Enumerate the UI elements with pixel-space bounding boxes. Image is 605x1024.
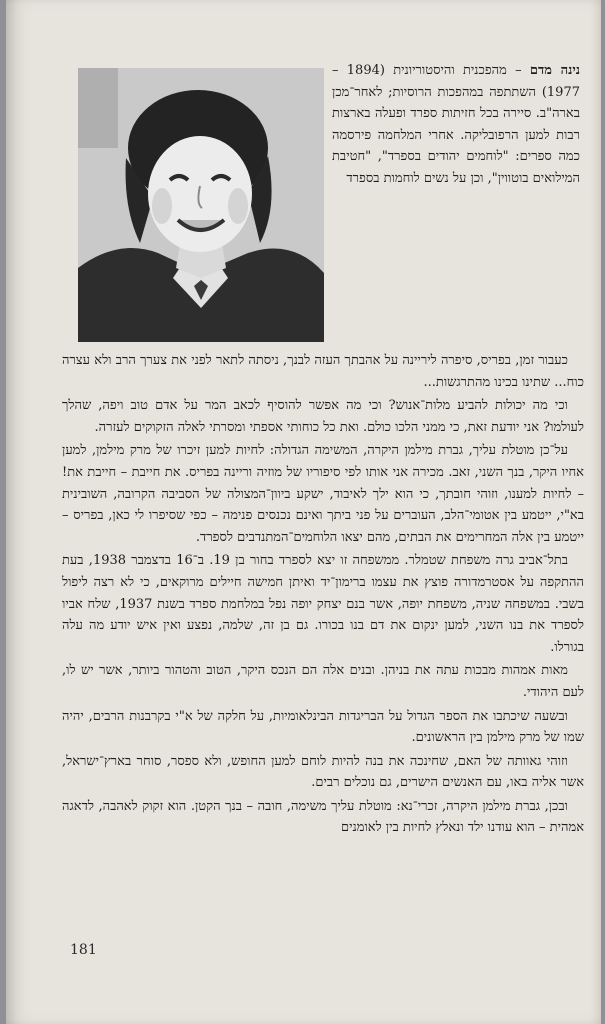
paragraph: בתל־אביב גרה משפחת שטמלר. ממשפחה זו יצא לספרד בחור בן 19. ב־16 בדצמבר 1938, בעת ההתקפה על אסטרמדורה פוצץ את עצמו ברימון־יד ואיתן חמישה חיילים מרוקאים, כי לא רצה ליפול בשבי. במשפחה שניה, משפחת יופה, אשר בנם יצחק יופה נפל במלחמת ספרד בשנת 1937, שלח אביו לספרד את בנו השני, למען ינקום את דם בנו בכורו. גם בן זה, שלמה, נפצע ואין איש יודע מה עלה בגורלו. bbox=[62, 553, 584, 655]
book-page bbox=[6, 0, 601, 1024]
portrait-photo bbox=[78, 68, 324, 342]
page-number: 181 bbox=[70, 942, 97, 958]
paragraph: ובשעה שיכתבו את הספר הגדול על הבריגדות הבינלאומיות, על חלקה של א"י בקרבנות הרבים, יהיה שמו של מרק מילמן בין הראשונים. bbox=[62, 708, 584, 746]
paragraph: על־כן מוטלת עליך, גברת מילמן היקרה, המשימה הגדולה: לחיות למען זיכרו של מרק מילמן, למען אחיו היקר, בנך השני, זאב. מכירה אני אותו לפי סיפוריו של מוזיה וריינה בפריס. את חייבת – חייבת את! – לחיות למענו, וזוהי חובתך, כי הוא ילך לאיבוד, ישקע ביוון־המצולה של הסביבה הקרובה, השובינית בא"י, ייטמע בין אטומי־הלב, העוברים על פני ביתך ואינם נכנסים פנימה – כפי שסיפרו לי כאן, בפריס – ייטמע בין אלה המחרימים את הבתים, מהם יצאו הלוחמים־המתנדבים לספרד. bbox=[62, 443, 584, 545]
caption-name: נינה מדם bbox=[529, 63, 580, 78]
paragraph: וכי מה יכולות להביע מלות־אנוש? וכי מה אפשר להוסיף לכאב המר על אדם טוב ויפה, שהלך לעולמו? אני יודעת זאת, כי ממני הלכו כולם. ואת כל כוחותי אספתי ומסרתי לאלה הזקוקים לעזרה. bbox=[62, 398, 584, 435]
paragraph: וזוהי גאוותה של האם, שחינכה את בנה להיות לוחם למען החופש, ולא ספסר, סוחר בארץ־ישראל, אשר אליה באו, עם האנשים הישרים, גם נוכלים רבים. bbox=[62, 753, 584, 791]
photo-caption bbox=[332, 60, 580, 189]
paragraph: מאות אמהות מבכות עתה את בניהן. ובנים אלה הם הנכס היקר, הטוב והטהור ביותר, אשר יש לו, לעם היהודי. bbox=[62, 663, 584, 700]
caption-text: – מהפכנית והיסטוריונית (1894 – 1977) השתתפה במהפכות הרוסיות; לאחר־מכן בארה"ב. סיירה בכל חזיתות ספרד ופעלה בארצות רבות למען הרפובליקה. אחרי המלחמה פירסמה כמה ספרים: "לוחמים יהודים בספרד", "חטיבת המילואים בוטווין", וכן על נשים לוחמות בספרד bbox=[332, 63, 580, 186]
paragraph: ובכן, גברת מילמן היקרה, זכרי־נא: מוטלת עליך משימה, חובה – בנך הקטן. הוא זקוק לאהבה, לדאגה אמהית – הוא עודנו ילד ונאלץ לחיות בין לאומנים bbox=[62, 798, 584, 836]
body-text bbox=[62, 350, 584, 841]
paragraph: כעבור זמן, בפריס, סיפרה ליריינה על אהבתך העזה לבנך, ניסתה לתאר לפני את צערך הרב ולא עצרה כוח... שתינו בכינו מהתרגשות... bbox=[62, 353, 584, 390]
